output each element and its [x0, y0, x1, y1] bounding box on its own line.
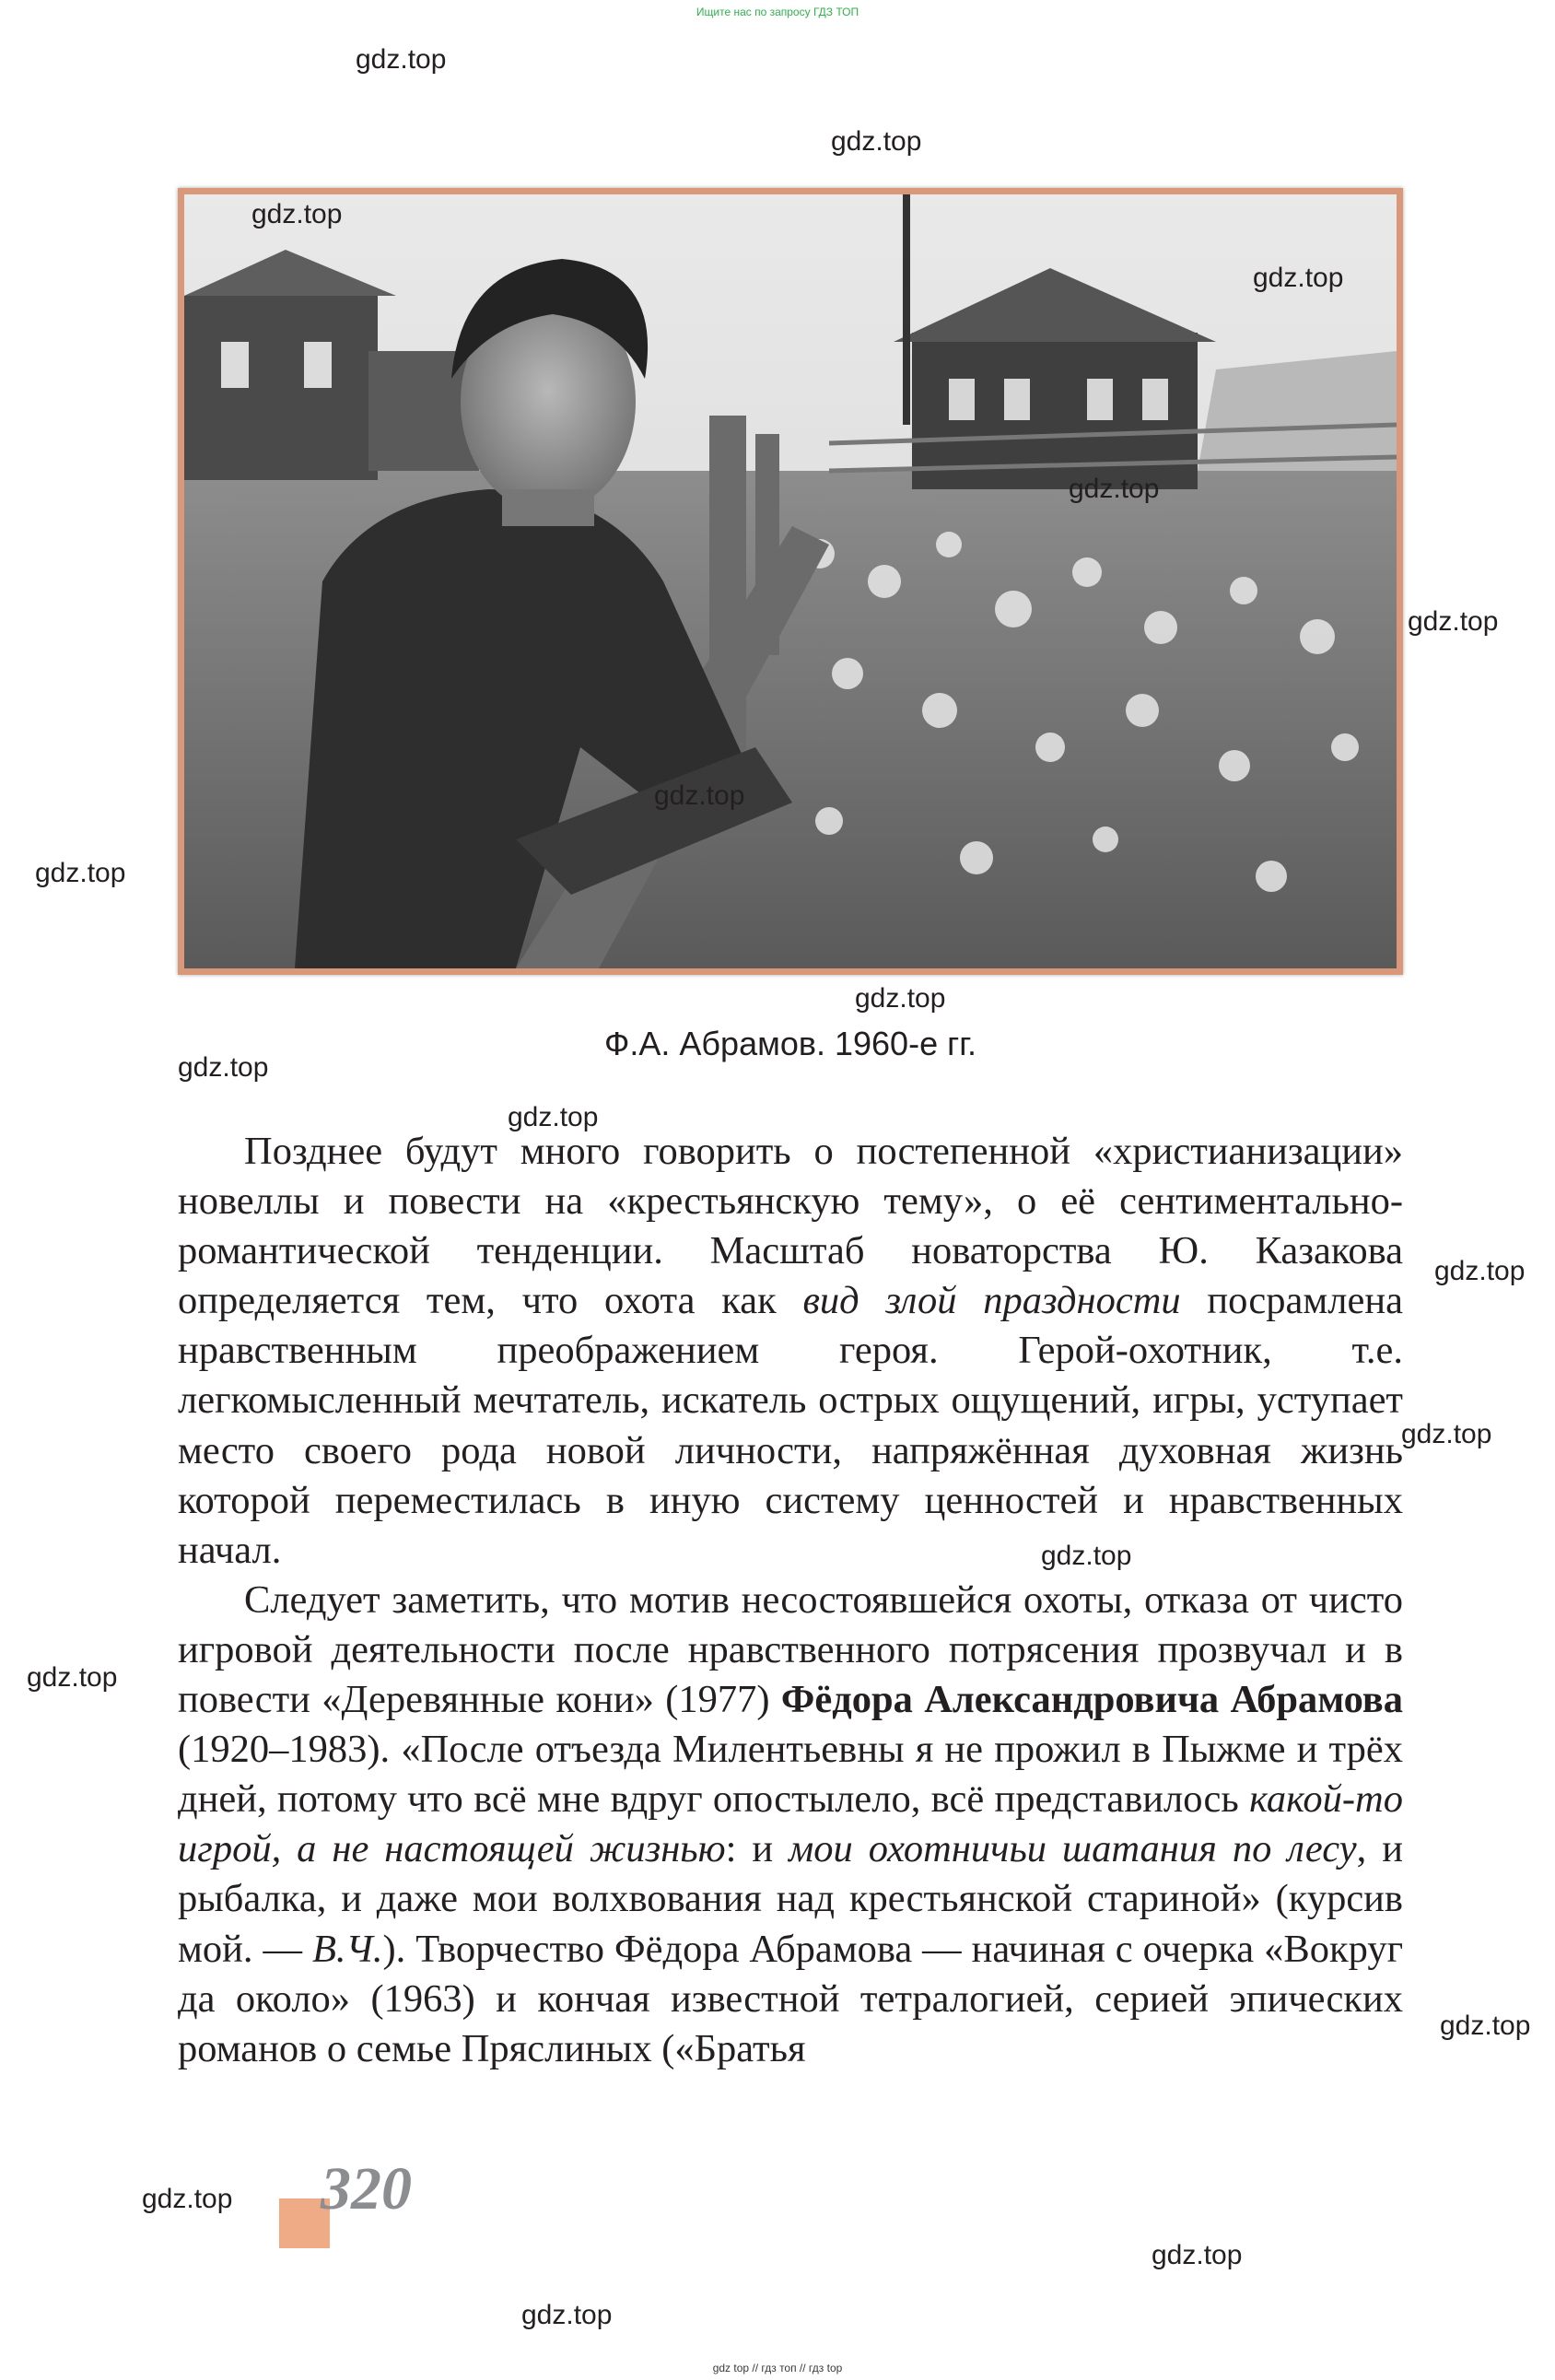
- watermark: gdz.top: [1253, 263, 1344, 293]
- watermark: gdz.top: [27, 1662, 118, 1693]
- paragraph: Следует заметить, что мотив несостоявшейся охоты, отказа от чисто игровой деятельности после нравственного потрясения прозвучал и в повести «Деревянные кони» (1977) Фёдора Александровича Абрамова (1920–1983). «После отъезда Милентьевны я не прожил в Пыжме и трёх дней, потому что всё мне вдруг опостылело, всё представилось какой-то игрой, а не настоящей жизнью: и мои охотничьи шатания по лесу, и рыбалка, и даже мои волхвования над крестьянской стариной» (курсив мой. — В.Ч.). Творчество Фёдора Абрамова — начиная с очерка «Вокруг да около» (1963) и кончая известной тетралогией, серией эпических романов о семье Пряслиных («Братья: [178, 1577, 1403, 2070]
- watermark: gdz.top: [521, 2300, 613, 2330]
- body-text: [178, 1127, 1403, 2074]
- watermark: gdz.top: [855, 983, 946, 1014]
- watermark: gdz.top: [831, 126, 922, 157]
- author-photo: [178, 188, 1403, 975]
- watermark: gdz.top: [356, 44, 447, 75]
- photo-illustration: [184, 194, 1397, 968]
- watermark: gdz.top: [1041, 1541, 1132, 1571]
- photo-caption: Ф.А. Абрамов. 1960-е гг.: [604, 1025, 976, 1062]
- watermark: gdz.top: [654, 780, 745, 811]
- watermark: gdz.top: [1408, 606, 1499, 637]
- watermark: gdz.top: [1434, 1256, 1526, 1286]
- watermark: gdz.top: [142, 2184, 233, 2214]
- watermark: gdz.top: [1069, 474, 1160, 504]
- watermark: gdz.top: [1152, 2240, 1243, 2270]
- top-banner: Ищите нас по запросу ГДЗ ТОП: [696, 6, 859, 18]
- watermark: gdz.top: [1401, 1419, 1492, 1449]
- watermark: gdz.top: [1440, 2011, 1531, 2041]
- page-number: 320: [321, 2155, 412, 2222]
- bottom-banner: gdz top // гдз топ // гдз top: [712, 2362, 843, 2374]
- watermark: gdz.top: [35, 858, 126, 888]
- left-house: [184, 250, 396, 480]
- watermark: gdz.top: [251, 199, 343, 229]
- watermark: gdz.top: [178, 1052, 269, 1083]
- paragraph: Позднее будут много говорить о постепенной «христианизации» новеллы и повести на «крестьянскую тему», о её сентиментально-романтической тенденции. Масштаб новаторства Ю. Казакова определяется тем, что охота как вид злой праздности посрамлена нравственным преображением героя. Герой-охотник, т.е. легкомысленный мечтатель, искатель острых ощущений, игры, уступает место своего рода новой личности, напряжённая духовная жизнь которой переместилась в иную систему ценностей и нравственных начал.: [178, 1130, 1403, 1572]
- watermark: gdz.top: [508, 1102, 599, 1132]
